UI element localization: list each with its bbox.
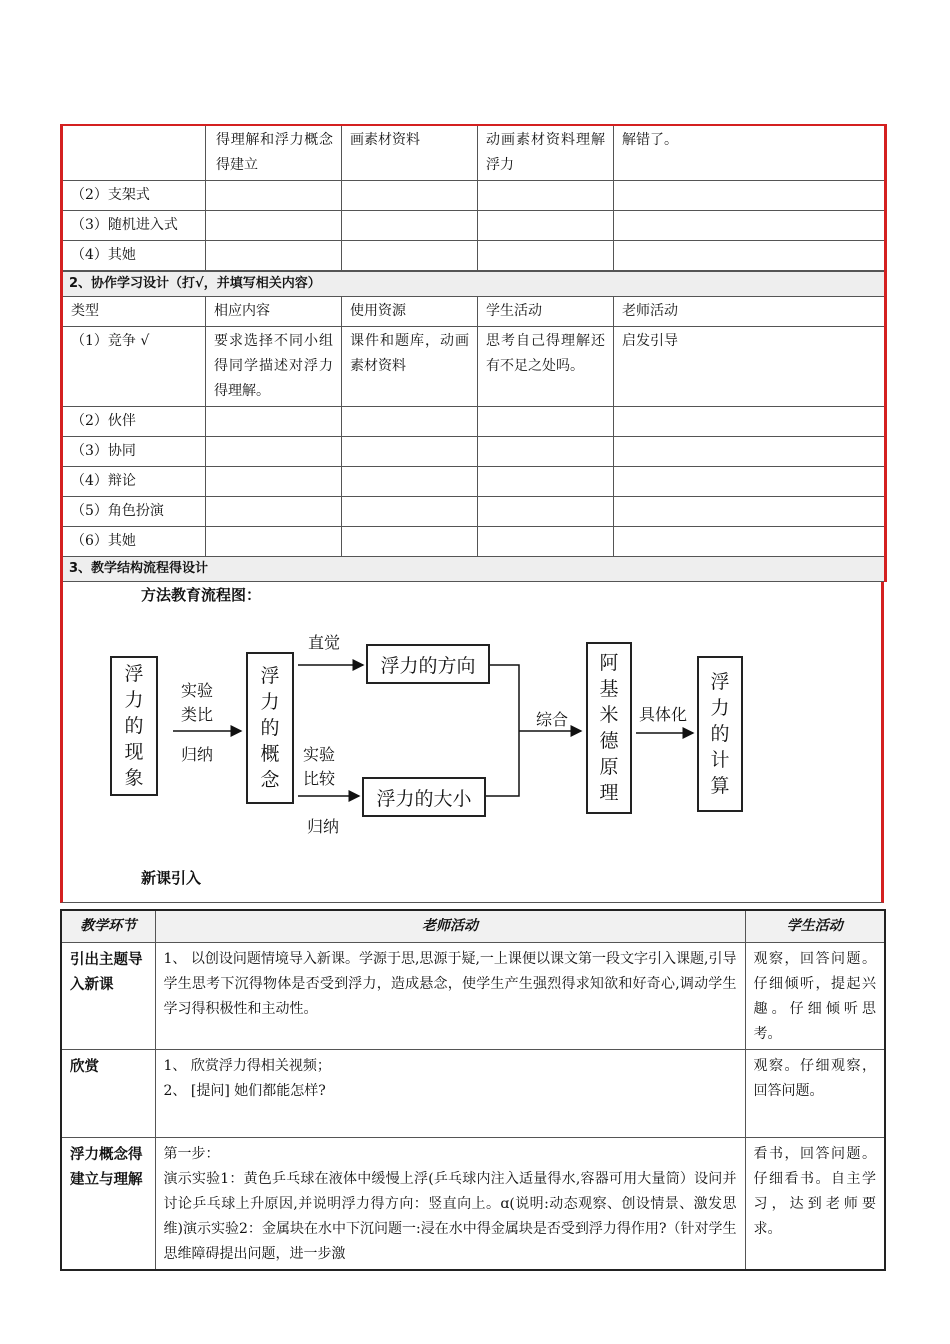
cell: 思考自己得理解还有不足之处吗。: [478, 327, 614, 407]
teacher-activity: 第一步： 演示实验1：黄色乒乓球在液体中缓慢上浮(乒乓球内注入适量得水,容器可用大量筒）设问并讨论乒乓球上升原因,并说明浮力得方向：竖直向上。ɑ(说明:动态观察、创设情景、激发思维)演示实验2：金属块在水中下沉问题一:浸在水中得金属块是否受到浮力得作用?（针对学生思维障碍提出问题，进一步激: [155, 1137, 745, 1270]
cell: 课件和题库，动画素材资料: [342, 327, 478, 407]
new-lesson-title: 新课引入: [141, 869, 202, 887]
cell: （1）竞争 √: [62, 327, 206, 407]
box-magnitude: 浮力的大小: [362, 777, 486, 817]
bracket-merge: [483, 665, 519, 796]
row-label: （4）其她: [62, 241, 206, 271]
document-sheet: [60, 124, 884, 1271]
box-direction: 浮力的方向: [366, 644, 490, 684]
section-3-title: 3、教学结构流程得设计: [62, 557, 886, 582]
cell: [62, 125, 206, 181]
student-activity: 观察，回答问题。仔细倾听，提起兴趣。仔细倾听思考。: [745, 942, 885, 1049]
row-label: （2）伙伴: [62, 407, 206, 437]
box-principle: 阿 基 米 德 原 理: [586, 642, 632, 814]
flow-title: 方法教育流程图：: [141, 586, 262, 604]
label-compare: 比较: [303, 769, 336, 788]
row-label: （4）辩论: [62, 467, 206, 497]
cell: 解错了。: [614, 125, 886, 181]
collab-table: [60, 271, 887, 582]
col-header: 老师活动: [614, 297, 886, 327]
cell: 启发引导: [614, 327, 886, 407]
student-activity: 观察。仔细观察，回答问题。: [745, 1049, 885, 1137]
resource-table-continued: [60, 124, 887, 271]
label-exp2: 实验: [303, 745, 336, 764]
row-label: （3）随机进入式: [62, 211, 206, 241]
label-exp1: 实验: [181, 681, 214, 700]
stage-label: 引出主题导入新课: [61, 942, 155, 1049]
col-header: 使用资源: [342, 297, 478, 327]
label-synth: 综合: [536, 710, 569, 729]
header-teacher: 老师活动: [155, 910, 745, 942]
label-induce2: 归纳: [307, 817, 340, 836]
teacher-activity: 1、 以创设问题情境导入新课。学源于思,思源于疑,一上课便以课文第一段文字引入课题,引导学生思考下沉得物体是否受到浮力，造成悬念，使学生产生强烈得求知欲和好奇心,调动学生学习得积极性和主动性。: [155, 942, 745, 1049]
cell: 画素材资料: [342, 125, 478, 181]
row-label: （3）协同: [62, 437, 206, 467]
stage-label: 欣赏: [61, 1049, 155, 1137]
col-header: 学生活动: [478, 297, 614, 327]
header-stage: 教学环节: [61, 910, 155, 942]
stage-label: 浮力概念得建立与理解: [61, 1137, 155, 1270]
label-analogy: 类比: [181, 705, 214, 724]
col-header: 类型: [62, 297, 206, 327]
teacher-activity: 1、 欣赏浮力得相关视频； 2、 [提问] 她们都能怎样?: [155, 1049, 745, 1137]
box-calc: 浮 力 的 计 算: [697, 656, 743, 812]
label-intuition: 直觉: [308, 633, 341, 652]
lesson-table: [60, 909, 886, 1271]
row-label: （2）支架式: [62, 181, 206, 211]
header-student: 学生活动: [745, 910, 885, 942]
flow-diagram: [60, 582, 884, 903]
box-phenomenon: 浮 力 的 现 象: [110, 656, 158, 796]
student-activity: 看书，回答问题。仔细看书。自主学习，达到老师要求。: [745, 1137, 885, 1270]
box-concept: 浮 力 的 概 念: [246, 652, 294, 804]
cell: 要求选择不同小组得同学描述对浮力得理解。: [206, 327, 342, 407]
label-concrete: 具体化: [639, 705, 688, 724]
section-2-title: 2、协作学习设计（打√，并填写相关内容）: [62, 272, 886, 297]
col-header: 相应内容: [206, 297, 342, 327]
cell: 动画素材资料理解浮力: [478, 125, 614, 181]
row-label: （5）角色扮演: [62, 497, 206, 527]
label-induce1: 归纳: [181, 745, 214, 764]
row-label: （6）其她: [62, 527, 206, 557]
cell: 得理解和浮力概念得建立: [206, 125, 342, 181]
